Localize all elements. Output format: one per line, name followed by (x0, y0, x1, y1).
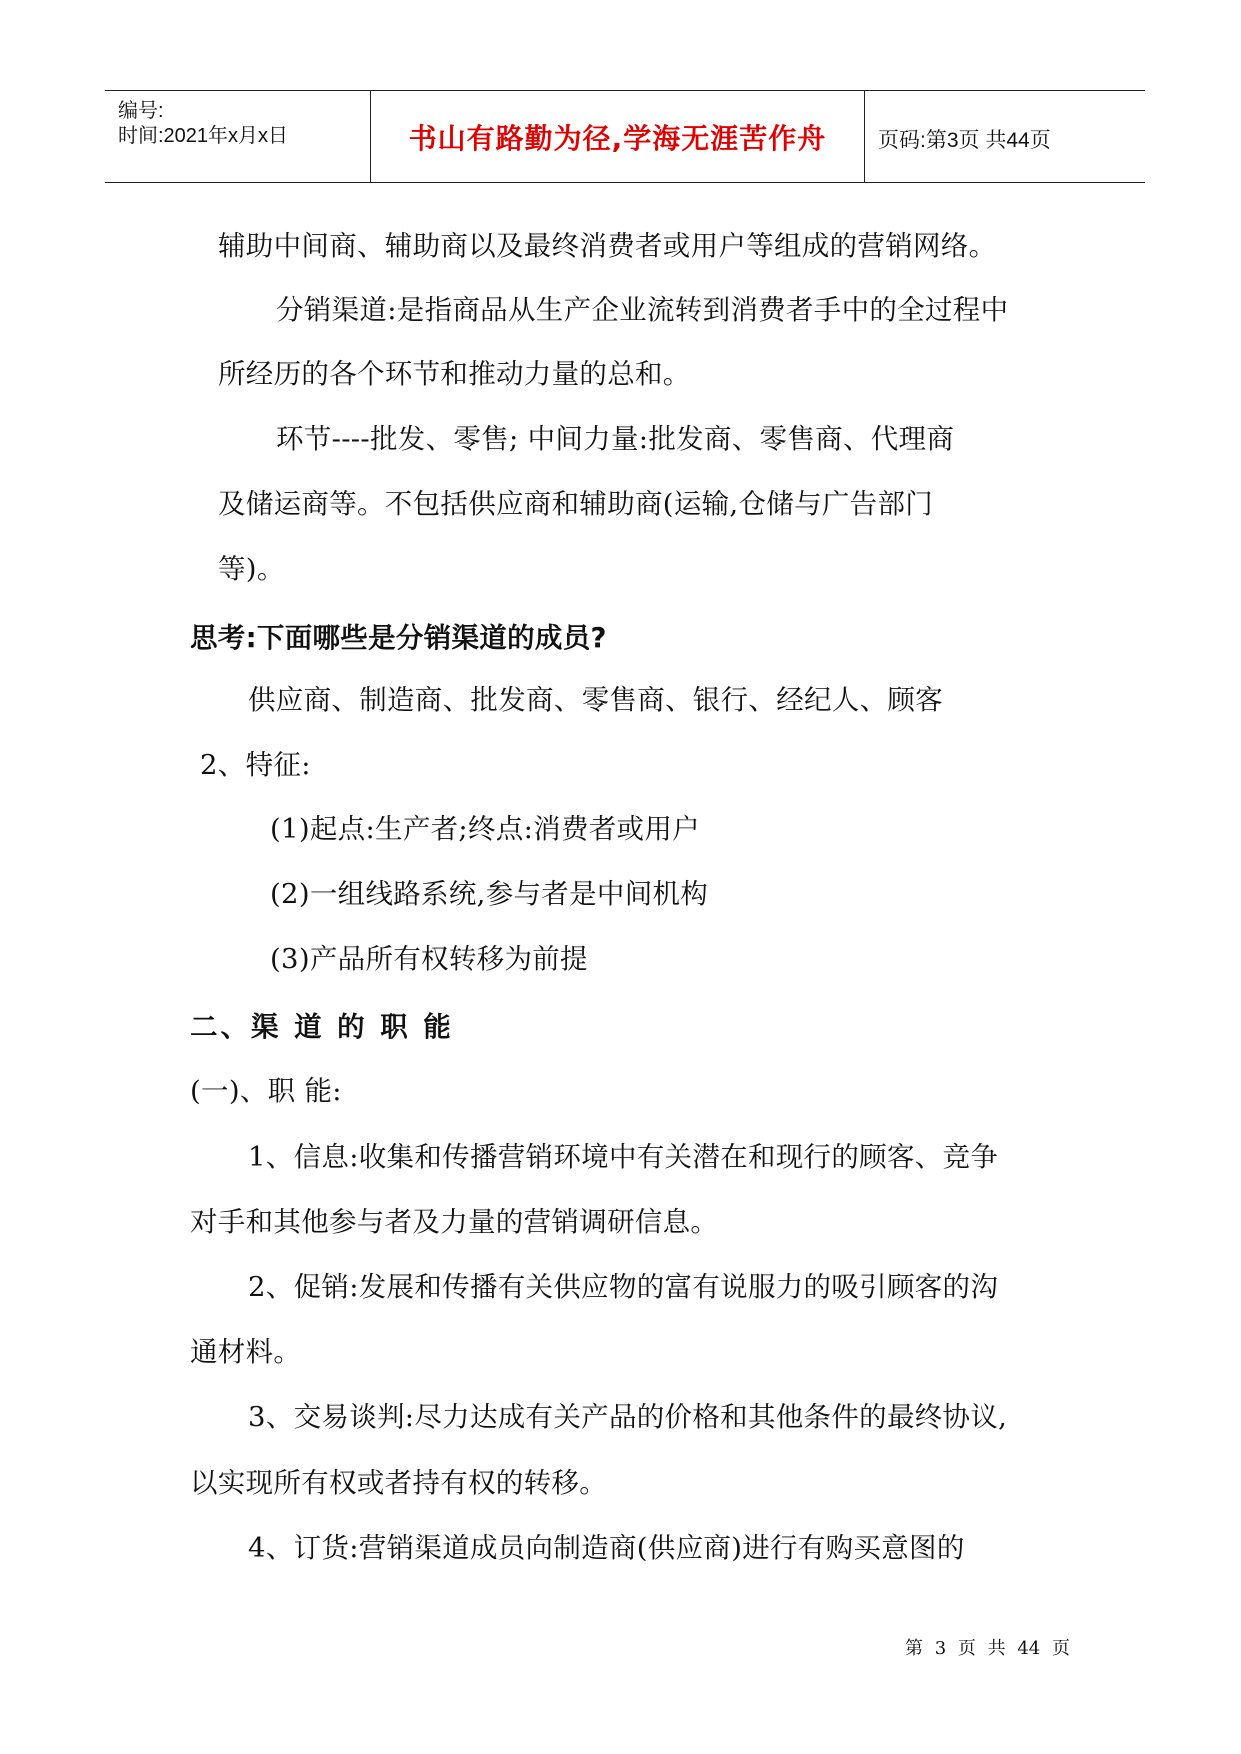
list-item: (3)产品所有权转移为前提 (270, 943, 588, 975)
paragraph-line: 3、交易谈判:尽力达成有关产品的价格和其他条件的最终协议, (248, 1401, 1008, 1433)
paragraph-line: 1、信息:收集和传播营销环境中有关潜在和现行的顾客、竞争 (248, 1141, 999, 1173)
page-header (105, 90, 1145, 183)
list-heading: 2、特征: (200, 749, 311, 781)
paragraph-line: 所经历的各个环节和推动力量的总和。 (218, 358, 691, 390)
paragraph-line: 通材料。 (190, 1336, 302, 1368)
subsection-heading: (一)、职 能: (190, 1075, 342, 1107)
page-footer: 第 3 页 共 44 页 (905, 1638, 1070, 1659)
header-page-cell (865, 91, 1145, 182)
paragraph-line: 以实现所有权或者持有权的转移。 (190, 1467, 607, 1499)
paragraph-line: 供应商、制造商、批发商、零售商、银行、经纪人、顾客 (248, 684, 943, 716)
paragraph-line: 4、订货:营销渠道成员向制造商(供应商)进行有购买意图的 (248, 1532, 965, 1564)
paragraph-line: 及储运商等。不包括供应商和辅助商(运输,仓储与广告部门 (218, 488, 934, 520)
list-item: (2)一组线路系统,参与者是中间机构 (270, 878, 709, 910)
document-time-label: 时间:2021年x月x日 (118, 125, 289, 147)
paragraph-line: 辅助中间商、辅助商以及最终消费者或用户等组成的营销网络。 (218, 230, 997, 262)
paragraph-line: 环节----批发、零售; 中间力量:批发商、零售商、代理商 (276, 423, 955, 455)
section-heading: 思考:下面哪些是分销渠道的成员? (190, 622, 607, 654)
header-meta (105, 91, 370, 182)
list-item: (1)起点:生产者;终点:消费者或用户 (270, 813, 700, 845)
paragraph-line: 2、促销:发展和传播有关供应物的富有说服力的吸引顾客的沟 (248, 1271, 999, 1303)
motto: 书山有路勤为径,学海无涯苦作舟 (408, 122, 827, 155)
paragraph-line: 等)。 (218, 553, 285, 585)
header-motto-cell (370, 91, 865, 182)
header-page-number: 页码:第3页 共44页 (878, 129, 1051, 152)
chapter-heading: 二、渠 道 的 职 能 (190, 1011, 454, 1043)
paragraph-line: 对手和其他参与者及力量的营销调研信息。 (190, 1206, 719, 1238)
document-number-label: 编号: (118, 100, 164, 122)
paragraph-line: 分销渠道:是指商品从生产企业流转到消费者手中的全过程中 (276, 294, 1009, 326)
